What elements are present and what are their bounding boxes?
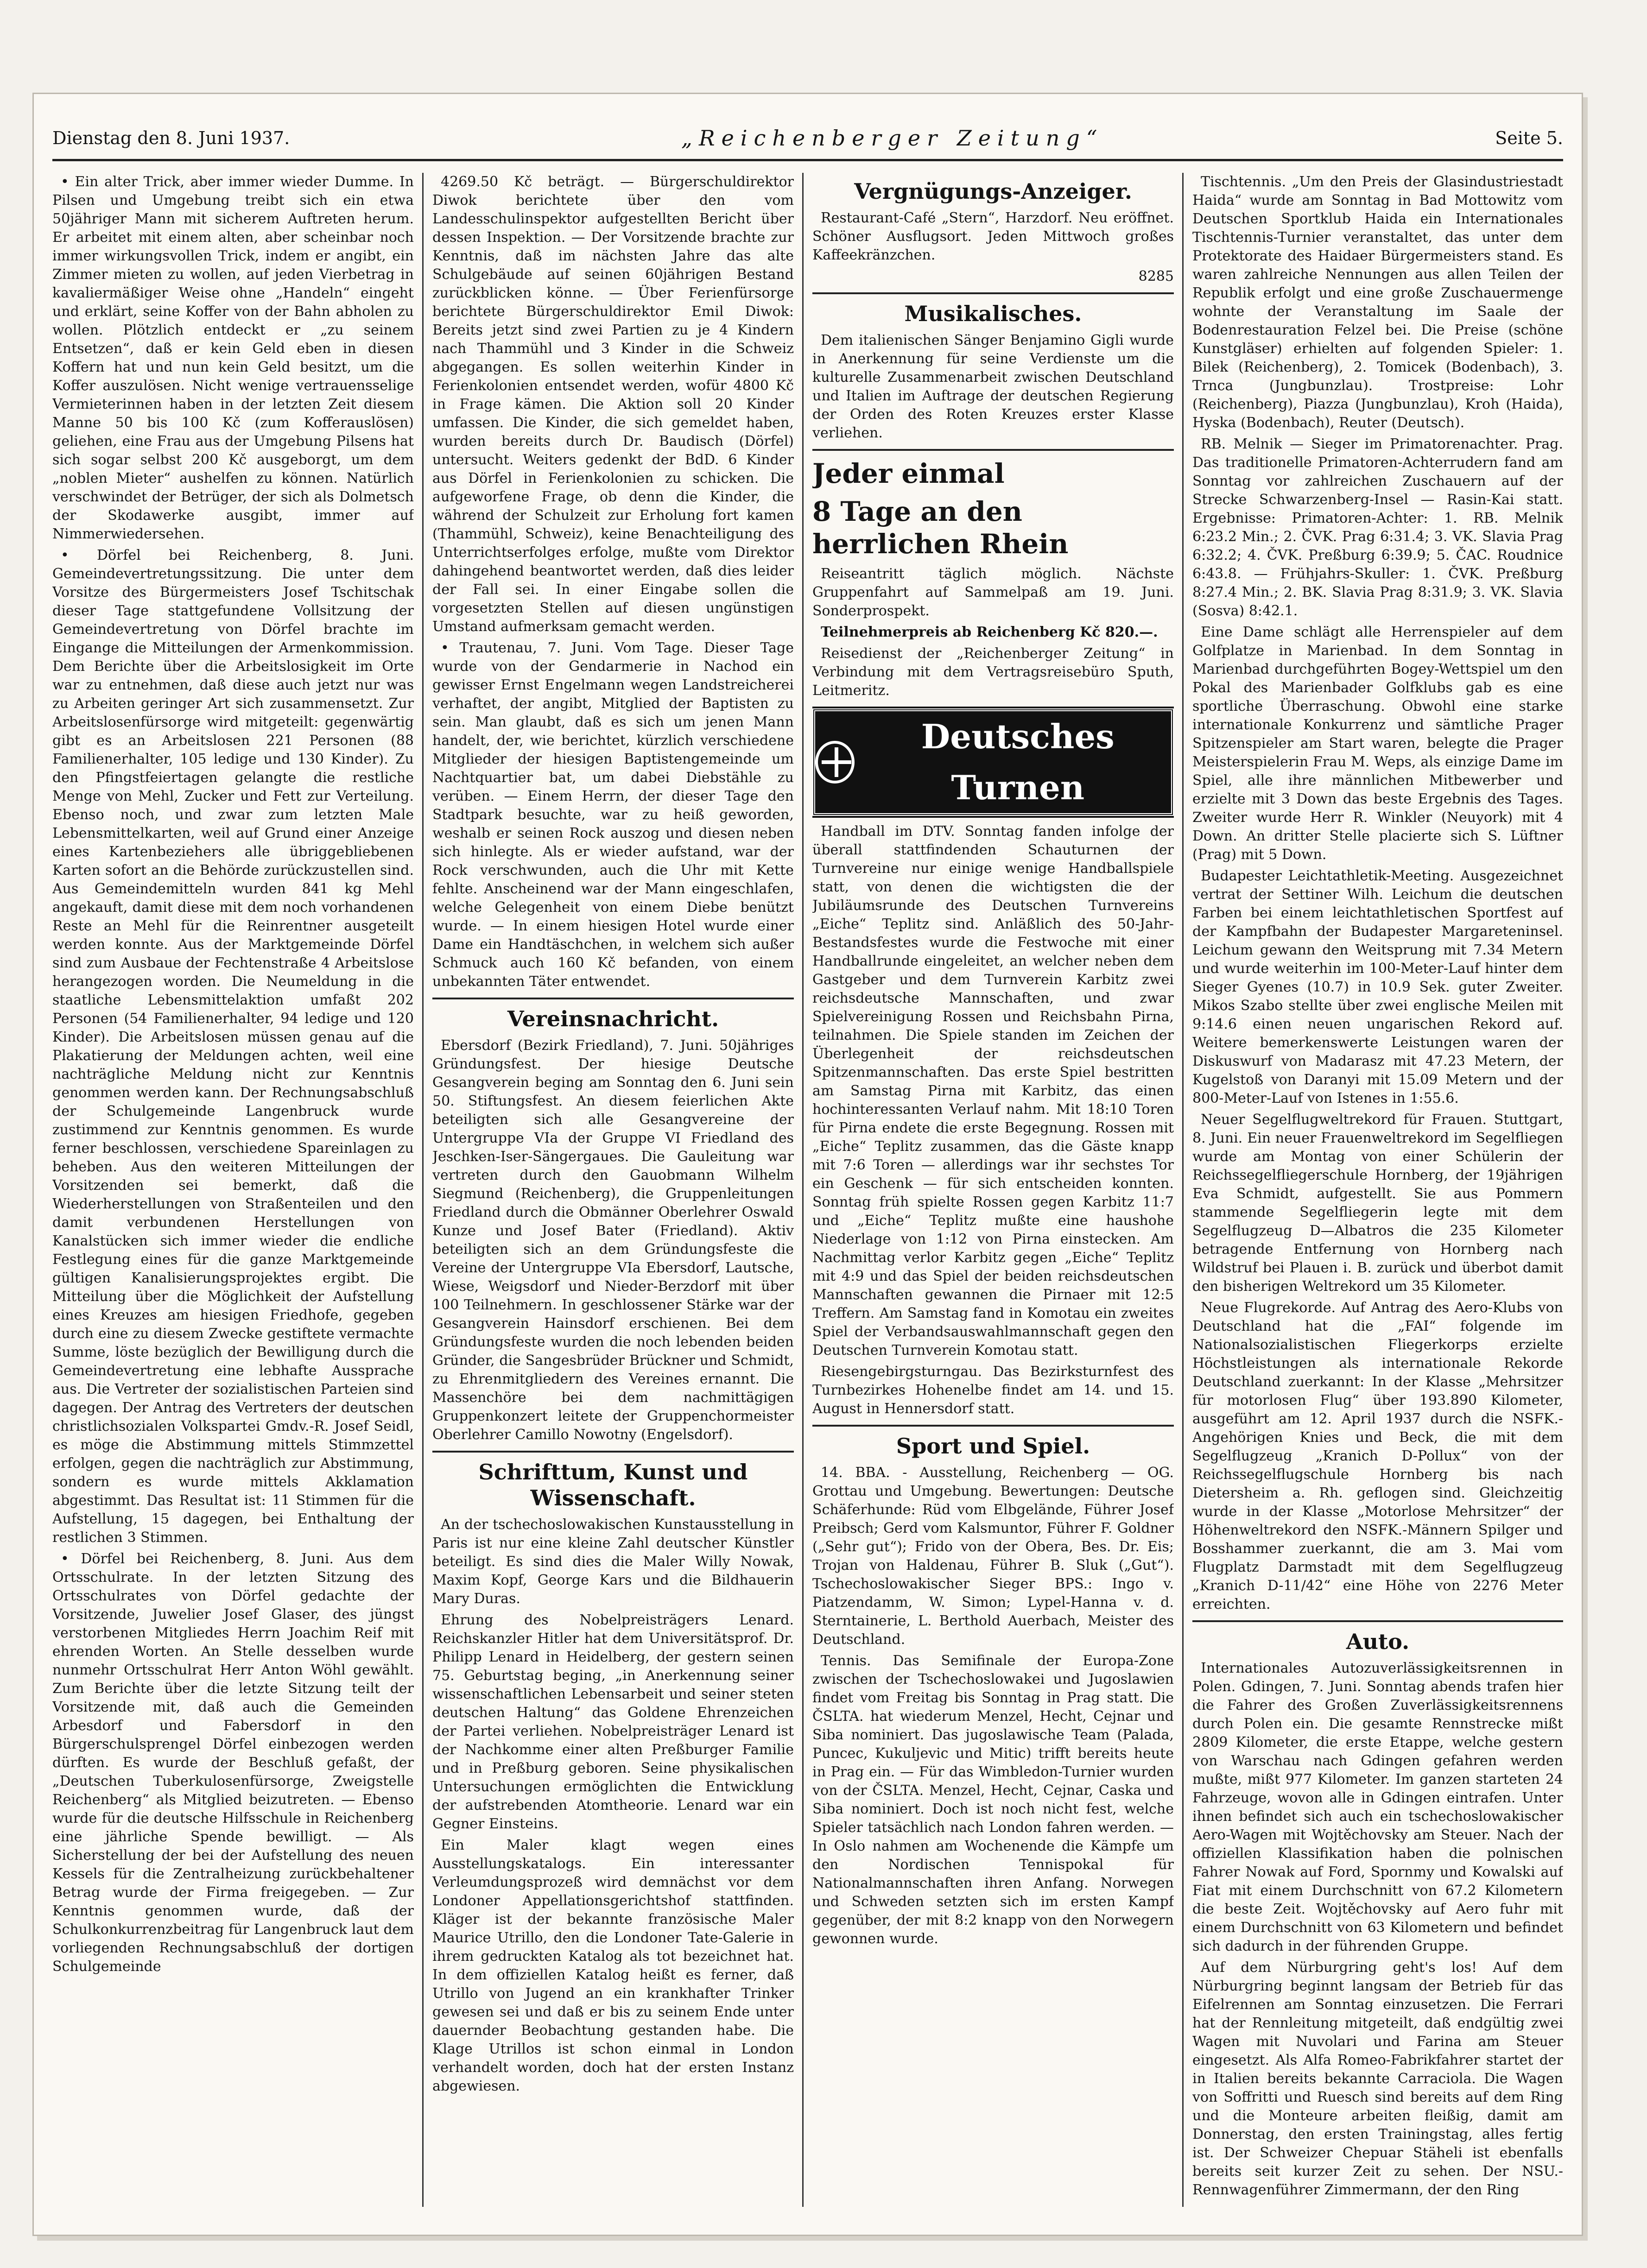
banner-text: Deutsches Turnen [921,717,1115,807]
section-heading: Auto. [1346,1629,1410,1654]
page-number: Seite 5. [1495,128,1563,148]
article-text: Ein Maler klagt wegen eines Ausstellungskatalogs. Ein interessanter Verleumdungsprozeß wird demnächst vor dem Londoner Appellationsgerichtshof stattfinden. Kläger ist der bekannte französische Maler Maurice Utrillo, den die Londoner Tate-Galerie in ihrem gedruckten Katalog als tot bezeichnet hat. In dem offiziellen Katalog heißt es ferner, daß Utrillo von Jugend an ein krankhafter Trinker gewesen sei und daß er bis zu seinem Ende unter dauernder Beobachtung gestanden habe. Die Klage Utrillos ist schon einmal in London verhandelt worden, doch hat der ersten Instanz abgewiesen. [432,1837,794,2094]
article-text: • Dörfel bei Reichenberg, 8. Juni. Aus dem Ortsschulrate. In der letzten Sitzung des Ortsschulrates von Dörfel gedachte der Vorsitzende, Juwelier Josef Glaser, des jüngst verstorbenen Mitgliedes Herrn Joachim Reif mit ehrenden Worten. An Stelle desselben wurde nunmehr Ortsschulrat Herr Anton Wöhl gewählt. Zum Berichte über die letzte Sitzung teilt der Vorsitzende mit, daß auch die Gemeinden Arbesdorf und Fabersdorf in den Bürgerschulsprengel Dörfel einbezogen werden dürften. Es wurde der Beschluß gefaßt, der „Deutschen Tuberkulosenfürsorge, Zweigstelle Reichenberg“ als Mitglied beizutreten. — Ebenso wurde für die deutsche Hilfsschule in Reichenberg eine jährliche Spende bewilligt. — Als Sicherstellung der bei der Aufstellung des neuen Kessels für die Zentralheizung zurückbehaltener Betrag wurde der Firma freigegeben. — Zur Kenntnis genommen wurde, daß der Schulkonkurrenzbeitrag für Langenbruck laut dem vorliegenden Rechnungsabschluß der dortigen Schulgemeinde [52,1551,414,1975]
page-header [52,117,1563,161]
advertisement-price: Teilnehmerpreis ab Reichenberg Kč 820.—. [821,624,1158,640]
article-text: Ebersdorf (Bezirk Friedland), 7. Juni. 50jähriges Gründungsfest. Der hiesige Deutsche Gesangverein beging am Sonntag den 6. Juni sein 50. Stiftungsfest. An diesem feierlichen Akte beteiligten sich alle Gesangvereine der Untergruppe VIa der Gruppe VI Friedland des Jeschken-Iser-Sängergaues. Die Gauleitung war vertreten durch den Gauobmann Wilhelm Siegmund (Reichenberg), die Gruppenleitungen Friedland durch die Obmänner Oberlehrer Oswald Kunze und Josef Bater (Friedland). Aktiv beteiligten sich an dem Gründungsfeste die Vereine der Untergruppe VIa Ebersdorf, Lautsche, Wiese, Weigsdorf und Nieder-Berzdorf mit über 100 Teilnehmern. In geschlossener Stärke war der Gesangverein Hainsdorf erschienen. Bei dem Gründungsfeste wurden die noch lebenden beiden Gründer, die Sangesbrüder Brückner und Schmidt, zu Ehrenmitgliedern des Vereines ernannt. Die Massenchöre bei dem nachmittägigen Gruppenkonzert leitete der Gruppenchormeister Oberlehrer Camillo Nowotny (Engelsdorf). [432,1037,794,1443]
column-divider [802,173,804,2207]
ad-headline: Jeder einmal [812,458,1005,489]
article-text: Internationales Autozuverlässigkeitsrennen in Polen. Gdingen, 7. Juni. Sonntag abends trafen hier die Fahrer des Großen Zuverlässigkeitsrennens durch Polen ein. Die gesamte Rennstrecke mißt 2809 Kilometer, die erste Etappe, welche gestern von Warschau nach Gdingen gefahren werden mußte, mißt 977 Kilometer. Im ganzen starteten 24 Fahrzeuge, wovon alle in Gdingen eintrafen. Unter ihnen befindet sich auch ein tschechoslowakischer Aero-Wagen mit Wojtěchovsky am Steuer. Nach der offiziellen Klassifikation haben die polnischen Fahrer Nowak auf Ford, Spornmy und Kowalski auf Fiat mit einem Durchschnitt von 67.2 Kilometern die beste Zeit. Wojtěchovsky auf Aero fuhr mit einem Durchschnitt von 63 Kilometern und befindet sich dadurch in der führenden Gruppe. [1192,1660,1563,1954]
article-text: 14. BBA. - Ausstellung, Reichenberg — OG. Grottau und Umgebung. Bewertungen: Deutsche Schäferhunde: Rüd vom Elbgelände, Führer Josef Preibsch; Gerd vom Kalsmuntor, Führer F. Goldner („Sehr gut“); Frido von der Obera, Bes. Dr. Eis; Trojan von Haldenau, Führer B. Sluk („Gut“). Tschechoslowakischer Sieger BPS.: Ingo v. Piatzendamm, W. Simon; Lypel-Hanna v. d. Sterntainerie, L. Berthold Auerbach, Meister des Deutschland. [812,1465,1174,1648]
article-text: Tennis. Das Semifinale der Europa-Zone zwischen der Tschechoslowakei und Jugoslawien findet vom Freitag bis Sonntag in Prag statt. Die ČSLTA. hat wiederum Menzel, Hecht, Cejnar und Siba nominiert. Das jugoslawische Team (Palada, Puncec, Kukuljevic und Mitic) trifft bereits heute in Prag ein. — Für das Wimbledon-Turnier wurden von der ČSLTA. Menzel, Hecht, Cejnar, Caska und Siba nominiert. Doch ist noch nicht fest, welche Spieler tatsächlich nach London fahren werden. — In Oslo nahmen am Wochenende die Kämpfe um den Nordischen Tennispokal für Nationalmannschaften ihren Anfang. Norwegen und Schweden setzten sich im ersten Kampf gegenüber, der mit 8:2 knapp von den Norwegern gewonnen wurde. [812,1653,1174,1947]
article-text: Neue Flugrekorde. Auf Antrag des Aero-Klubs von Deutschland hat die „FAI“ folgende im Nationalsozialistischen Fliegerkorps erzielte Höchstleistungen als internationale Rekorde Deutschland zuerkannt: In der Klasse „Mehrsitzer für motorlosen Flug“ über 193.890 Kilometer, ausgeführt am 12. April 1937 durch die NSFK.-Angehörigen Knies und Beck, die mit dem Segelflugzeug „Kranich D-Pollux“ von der Reichssegelflugschule Hornberg bis nach Dietersheim a. Rh. geflogen sind. Gleichzeitig wurde in der Klasse „Motorlose Mehrsitzer“ der Höhenweltrekord den NSFK.-Männern Spilger und Bosshammer zuerkannt, die am 3. Mai vom Flugplatz Darmstadt mit dem Segelflugzeug „Kranich D-11/42“ eine Höhe von 2276 Meter erreichten. [1192,1300,1563,1612]
article-text: Neuer Segelflugweltrekord für Frauen. Stuttgart, 8. Juni. Ein neuer Frauenweltrekord im Segelfliegen wurde am Montag von einer Schülerin der Reichssegelfliegerschule Hornberg, der 19jährigen Eva Schmidt, aufgestellt. Sie aus Pommern stammende Segelfliegerin legte mit dem Segelflugzeug D—Albatros die 235 Kilometer betragende Entfernung von Hornberg nach Wildstruf bei Plauen i. B. zurück und überbot damit den bisherigen Weltrekord um 35 Kilometer. [1192,1112,1563,1295]
article-text: Auf dem Nürburgring geht's los! Auf dem Nürburgring beginnt langsam der Betrieb für das Eifelrennen am Sonntag einzusetzen. Die Ferrari hat der Rennleitung mitgeteilt, daß endgültig zwei Wagen mit Nuvolari und Farina am Steuer eingesetzt. Als Alfa Romeo-Fabrikfahrer startet der in Italien bereits bekannte Carraciola. Die Wagen von Soffritti und Ruesch sind bereits auf dem Ring und die Monteure arbeiten fleißig, damit am Donnerstag, den ersten Trainingstag, alles fertig ist. Der Schweizer Chepuar Stäheli ist ebenfalls bereits seit kurzer Zeit zu sehen. Der NSU.-Rennwagenführer Zimmermann, der den Ring [1192,1959,1563,2198]
column-2 [432,173,794,2207]
article-text: Handball im DTV. Sonntag fanden infolge der überall stattfindenden Schauturnen der Turnvereine nur einige wenige Handballspiele statt, von denen die wichtigsten die der Jubiläumsrunde des Deutschen Turnvereins „Eiche“ Teplitz sind. Anläßlich des 50-Jahr-Bestandsfestes wurde die Festwoche mit einer Handballrunde eingeleitet, an welcher neben dem Gastgeber und dem Turnverein Karbitz zwei reichsdeutsche Mannschaften, und zwar Spielvereinigung Rossen und Reichsbahn Pirna, teilnahmen. Die Spiele standen im Zeichen der Überlegenheit der reichsdeutschen Spitzenmannschaften. Das erste Spiel bestritten am Samstag Pirna mit Karbitz, das einen hochinteressanten Verlauf nahm. Mit 18:10 Toren für Pirna endete die erste Begegnung. Rossen mit „Eiche“ Teplitz zusammen, das die Gäste knapp mit 7:6 Toren — allerdings war ihr sechstes Tor ein Geschenk — für sich entscheiden konnten. Sonntag früh spielte Rossen gegen Karbitz 11:7 und „Eiche“ Teplitz mußte eine haushohe Niederlage von 1:12 von Pirna einstecken. Am Nachmittag verlor Karbitz gegen „Eiche“ Teplitz mit 4:9 und das Spiel der beiden reichsdeutschen Mannschaften gewannen die Pirnaer mit 12:5 Treffern. Am Samstag fand in Komotau ein zweites Spiel der Verbandsauswahlmannschaft gegen den Deutschen Turnverein Komotau statt. [812,823,1174,1358]
advertisement-text: Reisedienst der „Reichenberger Zeitung“ in Verbindung mit dem Vertragsreisebüro Sputh, Leitmeritz. [812,645,1174,699]
section-heading: Vergnügungs-Anzeiger. [854,179,1132,204]
article-text: RB. Melnik — Sieger im Primatorenachter. Prag. Das traditionelle Primatoren-Achterrudern fand am Sonntag vor zahlreichen Zuschauern auf der Strecke Schwarzenberg-Insel — Rasin-Kai statt. Ergebnisse: Primatoren-Achter: 1. RB. Melnik 6:23.2 Min.; 2. ČVK. Prag 6:31.4; 3. VK. Slavia Prag 6:32.2; 4. ČVK. Preßburg 6:39.9; 5. ČAC. Roudnice 6:43.8. — Frühjahrs-Skuller: 1. ČVK. Preßburg 8:27.4 Min.; 2. BK. Slavia Prag 8:31.9; 3. VK. Slavia (Sosva) 8:42.1. [1192,436,1563,619]
column-3 [812,173,1174,2207]
section-heading: Musikalisches. [904,301,1082,326]
section-divider [812,1425,1174,1427]
advertisement-text: Restaurant-Café „Stern“, Harzdorf. Neu eröffnet. Schöner Ausflugsort. Jeden Mittwoch großes Kaffeekränzchen. [812,210,1174,263]
turner-cross-icon [815,741,855,783]
section-divider [432,998,794,999]
section-divider [1192,1620,1563,1622]
newspaper-page [32,93,1583,2236]
article-text: • Trautenau, 7. Juni. Vom Tage. Dieser Tage wurde von der Gendarmerie in Nachod ein gewisser Ernst Engelmann wegen Landstreicherei verhaftet, der angibt, Mitglied der Baptisten zu sein. Man glaubt, daß es sich um jenen Mann handelt, der, wie berichtet, kürzlich verschiedene Mitglieder der hiesigen Baptistengemeinde um Nachtquartier bat, um dabei Diebstähle zu verüben. — Einem Herrn, der dieser Tage den Stadtpark besuchte, war zu heiß geworden, weshalb er seinen Rock auszog und diesen neben sich hinlegte. Als er wieder aufstand, war der Rock verschwunden, auch die Uhr mit Kette fehlte. Anscheinend war der Mann eingeschlafen, welche Gelegenheit von einem Diebe benützt wurde. — In einem hiesigen Hotel wurde einer Dame ein Handtäschchen, in welchem sich außer Schmuck auch 160 Kč befanden, von einem unbekannten Täter entwendet. [432,640,794,990]
article-text: • Dörfel bei Reichenberg, 8. Juni. Gemeindevertretungssitzung. Die unter dem Vorsitze des Bürgermeisters Josef Tschitschak dieser Tage stattgefundene Vollsitzung der Gemeindevertretung von Dörfel brachte im Eingange die Mitteilungen der Armenkommission. Dem Berichte über die Arbeitslosigkeit im Orte war zu entnehmen, daß diese auch jetzt nur was zu Arbeiten geringer Art sich zusammensetzt. Zur Arbeitslosenfürsorge wird mitgeteilt: gegenwärtig gibt es an Arbeitslosen 221 Personen (88 Familienerhalter, 105 ledige und 130 Kinder). Zu den Pfingstfeiertagen gelangte die restliche Menge von Mehl, Zucker und Fett zur Verteilung. Ebenso noch, und zwar zum letzten Male Lebensmittelkarten, weil auf Grund einer Anzeige eines Kartenbeziehers alle übriggebliebenen Karten sofort an die Behörde zurückzustellen sind. Aus Gemeindemitteln wurden 841 kg Mehl angekauft, damit diese mit dem noch vorhandenen Reste an Mehl für die Reinrentner ausgeteilt werden konnte. Aus der Marktgemeinde Dörfel sind zum Ausbaue der Fechtenstraße 4 Arbeitslose herangezogen worden. Die Neumeldung in die staatliche Lebensmittelaktion umfaßt 202 Personen (54 Familienerhalter, 94 ledige und 120 Kinder). Die Arbeitslosen müssen genau auf die Plakatierung der Meldungen achten, weil eine nachträgliche Meldung nicht zur Kenntnis genommen werden kann. Der Rechnungsabschluß der Schulgemeinde Langenbruck wurde zustimmend zur Kenntnis genommen. Es wurde ferner beschlossen, verschiedene Spareinlagen zu beheben. Aus den weiteren Mitteilungen der Vorsitzenden sei bemerkt, daß die Wiederherstellungen von Straßenteilen und den damit verbundenen Herstellungen von Kanalstücken sich immer wieder die endliche Festlegung eines für die ganze Marktgemeinde gültigen Kanalisierungsprojektes ergibt. Die Mitteilung über die Möglichkeit der Aufstellung eines Kreuzes am hiesigen Friedhofe, gegeben durch eine zu diesem Zwecke gestiftete vermachte Summe, löste bezüglich der Bewilligung durch die Gemeindevertretung eine lebhafte Aussprache aus. Die Vertreter der sozialistischen Parteien sind dagegen. Der Antrag des Vertreters der deutschen christlichsozialen Volkspartei Gmdv.-R. Josef Seidl, es möge die Abstimmung mittels Stimmzettel erfolgen, gegen die nachträglich zur Abstimmung, sondern es wurde mittels Akklamation abgestimmt. Das Resultat ist: 11 Stimmen für die Aufstellung, 15 dagegen, bei Enthaltung der restlichen 3 Stimmen. [52,547,414,1546]
section-divider [432,1451,794,1453]
section-heading: Schrifttum, Kunst und Wissenschaft. [478,1459,748,1510]
article-text: An der tschechoslowakischen Kunstausstellung in Paris ist nur eine kleine Zahl deutscher Künstler beteiligt. Es sind dies die Maler Willy Nowak, Maxim Kopf, George Kars und die Bildhauerin Mary Duras. [432,1516,794,1607]
section-heading: Sport und Spiel. [896,1434,1090,1459]
article-text: • Ein alter Trick, aber immer wieder Dumme. In Pilsen und Umgebung treibt sich ein etwa 50jähriger Mann mit sicherem Auftreten herum. Er arbeitet mit einem alten, aber scheinbar noch immer wirkungsvollen Trick, indem er angibt, ein Zimmer mieten zu wollen, auf jeden Vierbetrag in kavaliermäßiger Weise ohne „Handeln“ eingeht und erklärt, seine Koffer von der Bahn abholen zu wollen. Plötzlich entdeckt er „zu seinem Entsetzen“, daß er kein Geld eben in diesen Koffern hat und nun kein Geld besitzt, um die Koffer auszulösen. Nicht wenige vertrauensselige Vermieterinnen haben in der letzten Zeit diesem Manne 50 bis 100 Kč (zum Kofferauslösen) geliehen, eine Frau aus der Umgebung Pilsens hat sich sogar selbst 200 Kč ausgeborgt, um dem „noblen Mieter“ aushelfen zu können. Natürlich verschwindet der Betrüger, der sich als Dolmetsch der Skodawerke ausgibt, immer auf Nimmerwiedersehen. [52,174,414,542]
column-4 [1192,173,1563,2207]
article-text: Riesengebirgsturngau. Das Bezirksturnfest des Turnbezirkes Hohenelbe findet am 14. und 15. August in Hennersdorf statt. [812,1364,1174,1417]
column-divider [1182,173,1184,2207]
header-date: Dienstag den 8. Juni 1937. [52,128,290,148]
ad-headline: 8 Tage an den herrlichen Rhein [812,496,1069,560]
column-1 [52,173,414,2207]
ad-code: 8285 [1138,268,1174,284]
advertisement-text: Reiseantritt täglich möglich. Nächste Gruppenfahrt auf Sammelpaß am 19. Juni. Sonderprospekt. [812,566,1174,619]
article-text: Budapester Leichtathletik-Meeting. Ausgezeichnet vertrat der Settiner Wilh. Leichum die deutschen Farben bei einem leichtathletischen Sportfest auf der Kampfbahn der Budapester Margareteninsel. Leichum gewann den Weitsprung mit 7.34 Metern und wurde weiterhin im 100-Meter-Lauf hinter dem Sieger Gyenes (10.7) in 10.9 Sek. guter Zweiter. Mikos Szabo stellte über zwei englische Meilen mit 9:14.6 einen neuen ungarischen Rekord auf. Weitere bemerkenswerte Leistungen waren der Diskuswurf von Madarasz mit 47.23 Metern, der Kugelstoß von Daranyi mit 15.09 Metern und der 800-Meter-Lauf von Istenes in 1:55.6. [1192,868,1563,1106]
column-divider [422,173,424,2207]
newspaper-title: „Reichenberger Zeitung“ [681,126,1104,151]
article-text: 4269.50 Kč beträgt. — Bürgerschuldirektor Diwok berichtete über den vom Landesschulinspektor aufgestellten Bericht über dessen Inspektion. — Der Vorsitzende brachte zur Kenntnis, daß im nächsten Jahre das alte Schulgebäude auf seinen 60jährigen Bestand zurückblicken könne. — Über Ferienfürsorge berichtete Bürgerschuldirektor Emil Diwok: Bereits jetzt sind zwei Partien zu je 4 Kindern nach Thammühl und 3 Kinder in die Schweiz abgegangen. Es sollen weiterhin Kinder in Ferienkolonien entsendet werden, wofür 4800 Kč in Frage kämen. Die Aktion soll 20 Kinder umfassen. Die Kinder, die sich gemeldet haben, wurden bereits durch Dr. Baudisch (Dörfel) untersucht. Weiters gedenkt der BdD. 6 Kinder aus Dörfel in Ferienkolonien zu schicken. Die aufgeworfene Frage, ob denn die Kinder, die während der Schulzeit zur Erholung fort kamen (Thammühl, Schweiz), keine Benachteiligung des Unterrichtserfolges erfolge, mußte vom Direktor dahingehend beantwortet werden, daß dies leider der Fall sei. In einer Eingabe sollen die vorgesetzten Stellen auf diesen ungünstigen Umstand aufmerksam gemacht werden. [432,174,794,635]
section-heading: Vereinsnachricht. [507,1006,719,1031]
article-text: Dem italienischen Sänger Benjamino Gigli wurde in Anerkennung für seine Verdienste um die kulturelle Zusammenarbeit zwischen Deutschland und Italien im Auftrage der deutschen Regierung der Orden des Roten Kreuzes erster Klasse verliehen. [812,332,1174,441]
section-divider [812,449,1174,451]
article-text: Tischtennis. „Um den Preis der Glasindustriestadt Haida“ wurde am Sonntag in Bad Mottowitz vom Deutschen Sportklub Haida ein Internationales Tischtennis-Turnier veranstaltet, das unter dem Protektorate des Haidaer Bürgermeisters stand. Es waren zahlreiche Nennungen aus allen Teilen der Republik erfolgt und eine große Zuschauermenge wohnte der Veranstaltung im Saale der Bodenrestauration Felzel bei. Die Preise (schöne Kunstgläser) erhielten auf folgenden Spieler: 1. Bilek (Reichenberg), 2. Tomicek (Bodenbach), 3. Trnca (Jungbunzlau). Trostpreise: Lohr (Reichenberg), Piazza (Jungbunzlau), Kroh (Haida), Hyska (Bodenbach), Reuter (Deutsch). [1192,174,1563,431]
turnen-banner [812,708,1174,816]
article-text: Eine Dame schlägt alle Herrenspieler auf dem Golfplatze in Marienbad. In dem Sonntag in Marienbad durchgeführten Bogey-Wettspiel um den Pokal des Marienbader Golfklubs gab es eine sportliche Überraschung. Obwohl eine starke internationale Konkurrenz und sämtliche Prager Spitzenspieler am Start waren, belegte die Prager Meisterspielerin Frau M. Weps, als einzige Dame im Spiel, alle ihre männlichen Mitbewerber und erzielte mit 3 Down das beste Ergebnis des Tages. Zweiter wurde Herr R. Winkler (Neuyork) mit 4 Down. An dritter Stelle placierte sich S. Lüftner (Prag) mit 5 Down. [1192,624,1563,863]
article-text: Ehrung des Nobelpreisträgers Lenard. Reichskanzler Hitler hat dem Universitätsprof. Dr. Philipp Lenard in Heidelberg, der gestern seinen 75. Geburtstag beging, „in Anerkennung seiner wissenschaftlichen Lebensarbeit und seiner steten deutschen Haltung“ das Goldene Ehrenzeichen der Partei verliehen. Nobelpreisträger Lenard ist der Nachkomme einer alten Preßburger Familie und in Preßburg geboren. Seine physikalischen Untersuchungen ermöglichten die Entwicklung der aufstrebenden Atomtheorie. Lenard war ein Gegner Einsteins. [432,1612,794,1832]
section-divider [812,292,1174,294]
